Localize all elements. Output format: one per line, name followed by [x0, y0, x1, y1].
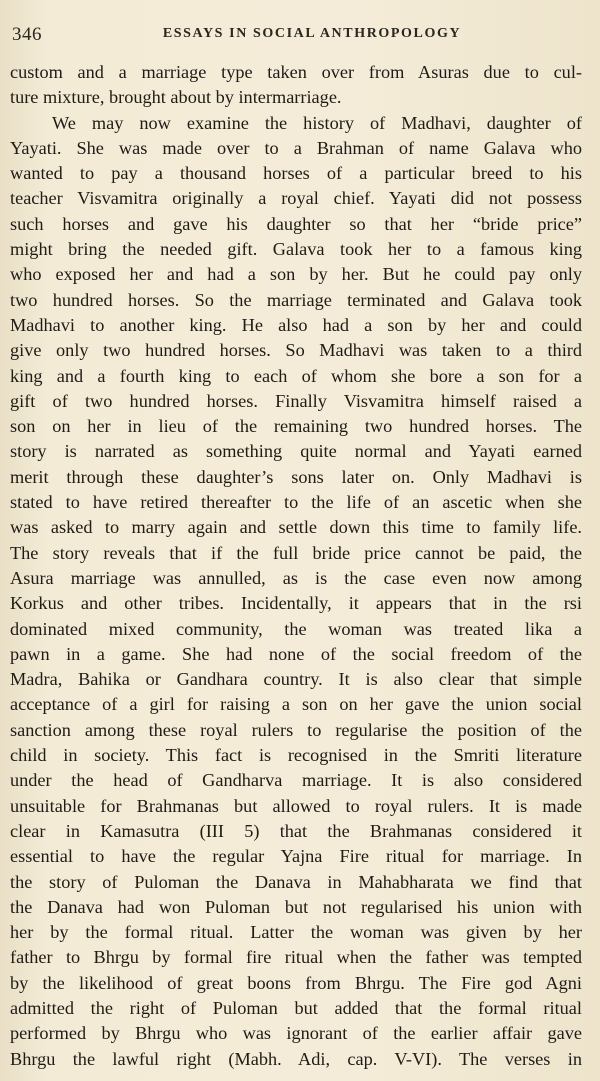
text-line: such horses and gave his daughter so that her “bride price”: [10, 213, 582, 234]
text-line: performed by Bhrgu who was ignorant of the earlier affair gave: [10, 1023, 582, 1044]
text-line: custom and a marriage type taken over from Asuras due to cul-: [10, 62, 582, 82]
running-title: ESSAYS IN SOCIAL ANTHROPOLOGY: [162, 26, 462, 41]
text-line: unsuitable for Brahmanas but allowed to royal rulers. It is made: [10, 795, 582, 816]
text-line: clear in Kamasutra (III 5) that the Brahmanas considered it: [10, 820, 582, 841]
text-line: acceptance of a girl for raising a son on her gave the union social: [10, 694, 582, 715]
text-line: pawn in a game. She had none of the social freedom of the: [10, 643, 582, 664]
text-line: admitted the right of Puloman but added that the formal ritual: [10, 997, 582, 1018]
text-line: Madhavi to another king. He also had a son by her and could: [10, 314, 582, 335]
text-line: was asked to marry again and settle down this time to family life.: [10, 517, 582, 538]
text-line: two hundred horses. So the marriage terminated and Galava took: [10, 289, 582, 310]
text-line: ture mixture, brought about by intermarriage.: [10, 87, 342, 108]
text-line: The story reveals that if the full bride price cannot be paid, the: [10, 542, 582, 563]
text-line: her by the formal ritual. Latter the woman was given by her: [10, 922, 582, 943]
text-line: Yayati. She was made over to a Brahman of name Galava who: [10, 137, 582, 158]
text-line: child in society. This fact is recognised in the Smriti literature: [10, 745, 582, 766]
text-line: give only two hundred horses. So Madhavi was taken to a third: [10, 340, 582, 361]
text-line: father to Bhrgu by formal fire ritual when the father was tempted: [10, 947, 582, 968]
running-header: [12, 24, 586, 48]
text-line: might bring the needed gift. Galava took her to a famous king: [10, 239, 582, 260]
text-line: who exposed her and had a son by her. But he could pay only: [10, 264, 582, 285]
page-number: 346: [12, 24, 42, 45]
text-line: son on her in lieu of the remaining two hundred horses. The: [10, 416, 582, 437]
text-line: teacher Visvamitra originally a royal chief. Yayati did not possess: [10, 188, 582, 209]
text-line: by the likelihood of great boons from Bhrgu. The Fire god Agni: [10, 972, 582, 993]
text-line: merit through these daughter’s sons later on. Only Madhavi is: [10, 466, 582, 487]
text-line: the Danava had won Puloman but not regularised his union with: [10, 896, 582, 917]
text-line: king and a fourth king to each of whom she bore a son for a: [10, 365, 582, 386]
text-line: wanted to pay a thousand horses of a particular breed to his: [10, 163, 582, 184]
text-line: under the head of Gandharva marriage. It is also considered: [10, 770, 582, 791]
text-line: Bhrgu the lawful right (Mabh. Adi, cap. V-VI). The verses in: [10, 1048, 582, 1069]
text-line: essential to have the regular Yajna Fire ritual for marriage. In: [10, 846, 582, 867]
text-line: sanction among these royal rulers to regularise the position of the: [10, 719, 582, 740]
text-line: Korkus and other tribes. Incidentally, it appears that in the rsi: [10, 593, 582, 614]
text-line: Madra, Bahika or Gandhara country. It is also clear that simple: [10, 669, 582, 690]
body-text: [10, 60, 582, 1072]
text-line: dominated mixed community, the woman was treated lika a: [10, 618, 582, 639]
text-line: Asura marriage was annulled, as is the case even now among: [10, 567, 582, 588]
text-line: stated to have retired thereafter to the life of an ascetic when she: [10, 492, 582, 513]
text-line: the story of Puloman the Danava in Mahabharata we find that: [10, 871, 582, 892]
text-line: We may now examine the history of Madhavi, daughter of: [52, 112, 582, 133]
text-line: story is narrated as something quite normal and Yayati earned: [10, 441, 582, 462]
text-line: gift of two hundred horses. Finally Visvamitra himself raised a: [10, 390, 582, 411]
